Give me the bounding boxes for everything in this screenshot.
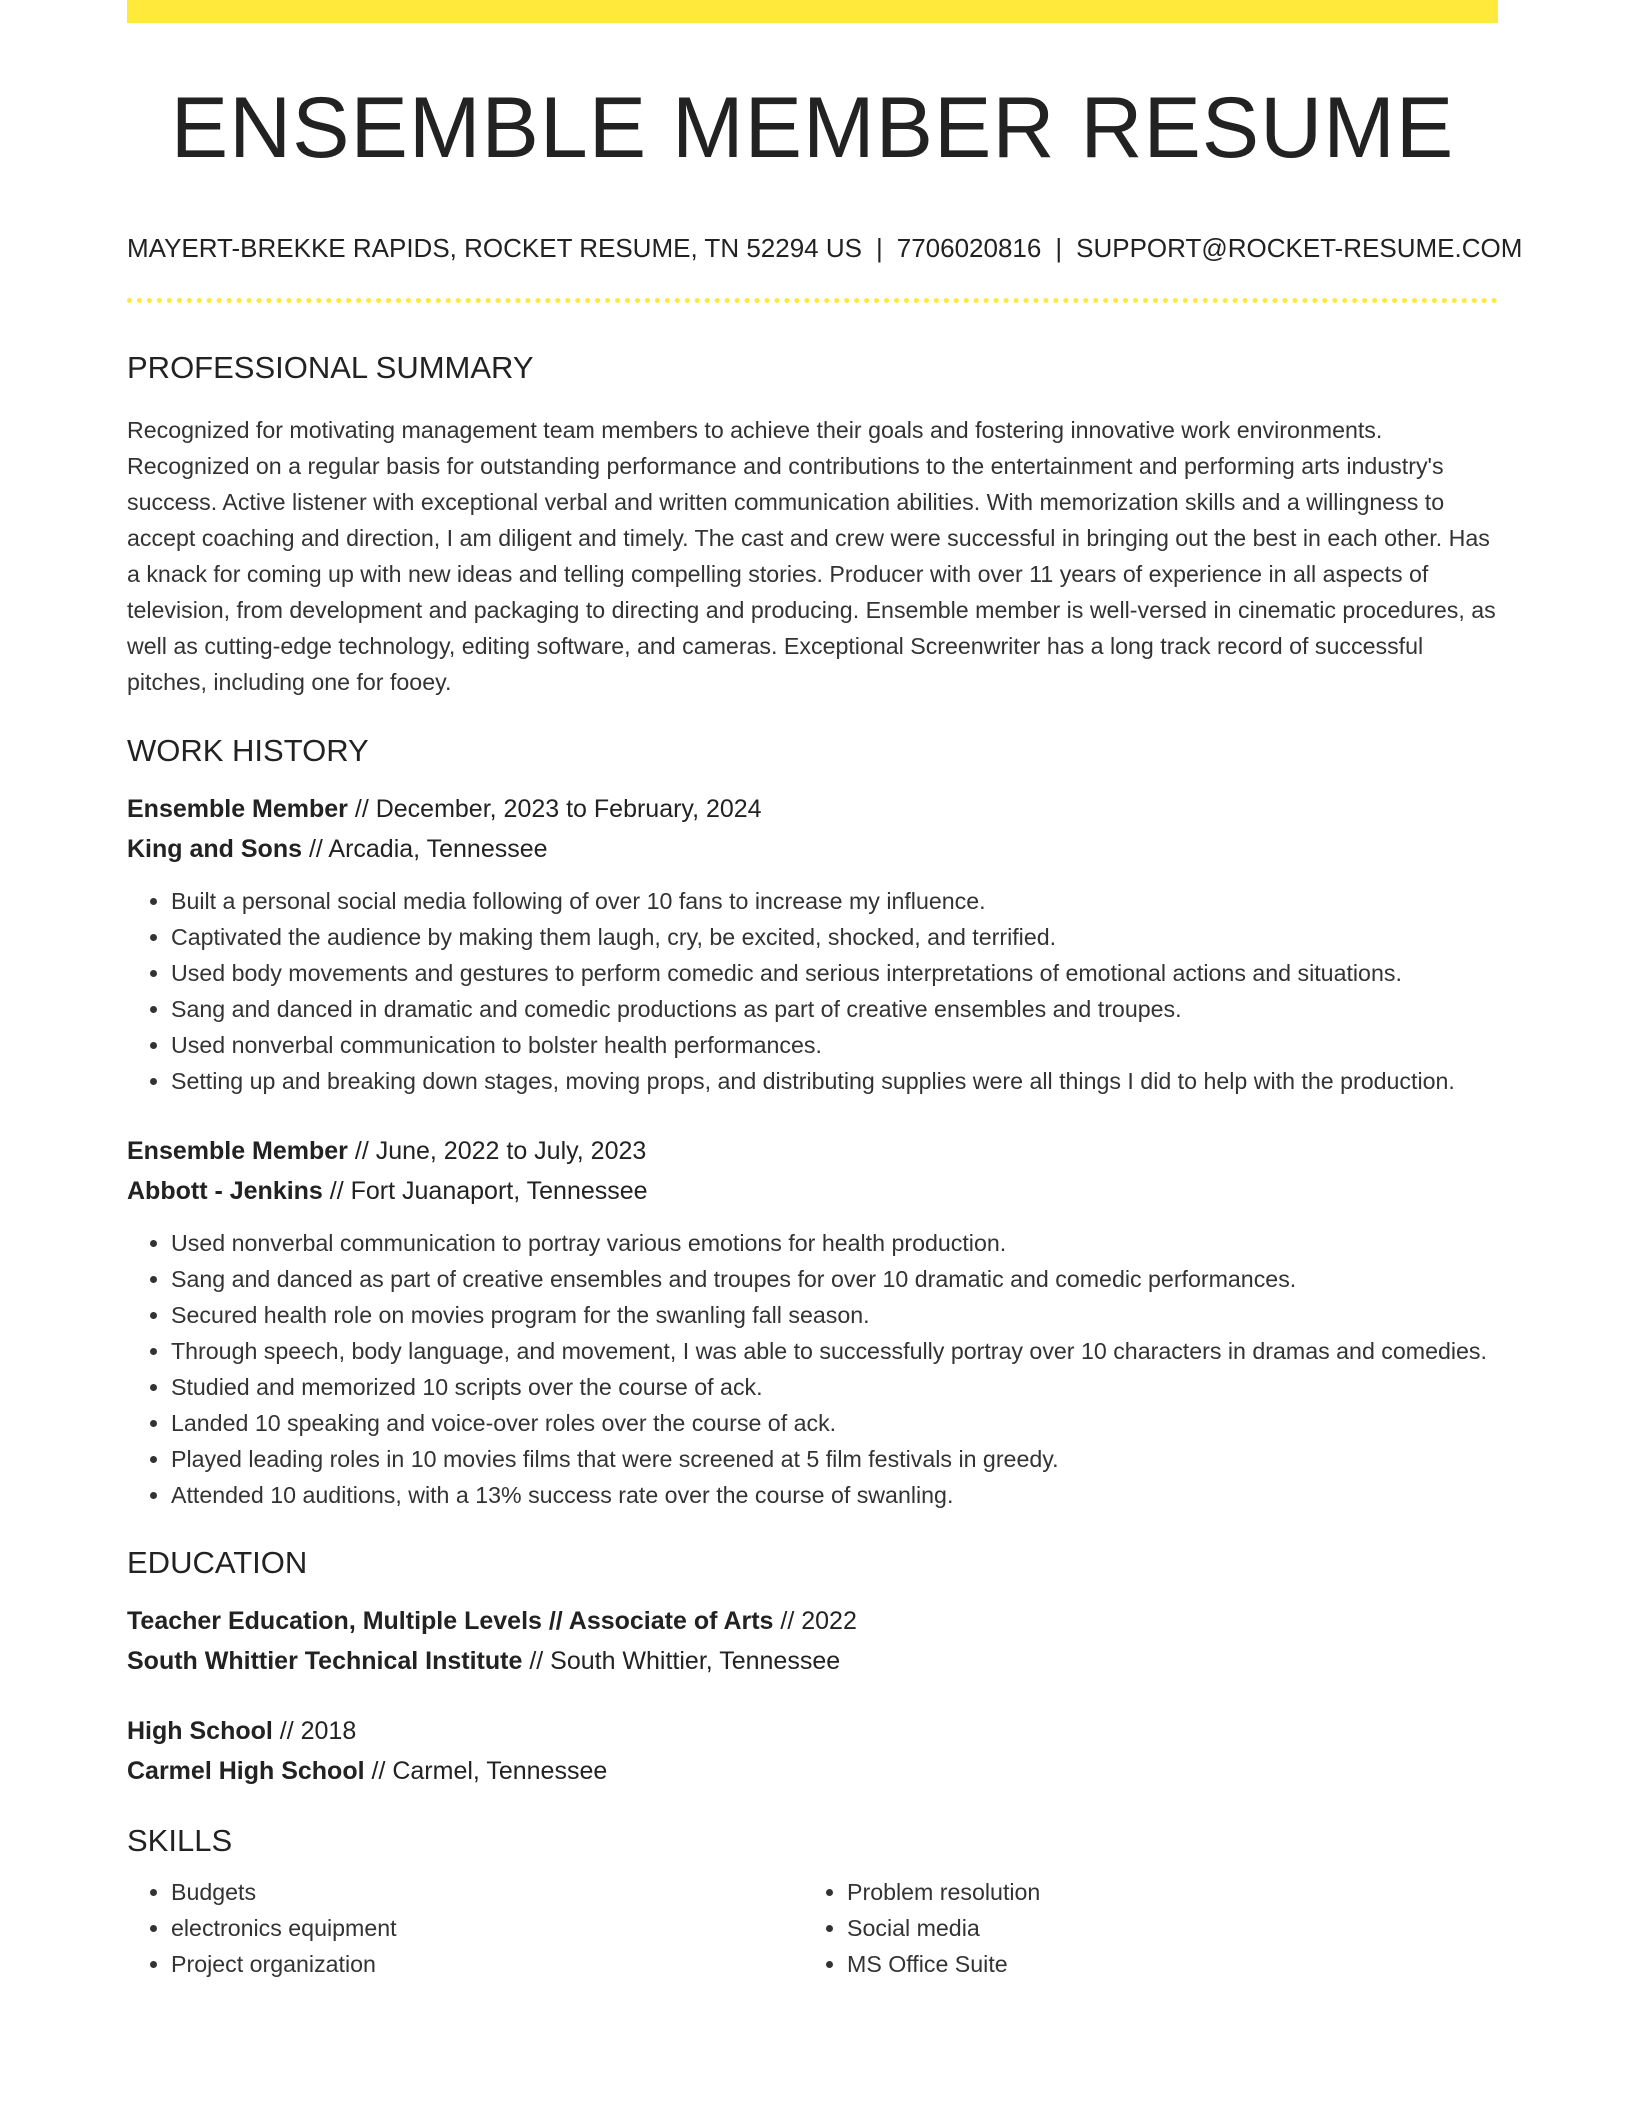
bullet-item: • Setting up and breaking down stages, moving props, and distributing supplies were all things I did to help with the production. — [171, 1063, 1498, 1099]
contact-phone: 7706020816 — [896, 233, 1042, 263]
skill-item: • MS Office Suite — [847, 1946, 1479, 1982]
job-title-line — [127, 789, 1498, 829]
summary-text: Recognized for motivating management team members to achieve their goals and fostering innovative work environments. Recognized on a regular basis for outstanding performance and contributions to the entertainment and performing arts industry's success. Active listener with exceptional verbal and written communication abilities. With memorization skills and a willingness to accept coaching and direction, I am diligent and timely. The cast and crew were successful in bringing out the best in each other. Has a knack for coming up with new ideas and telling compelling stories. Producer with over 11 years of experience in all aspects of television, from development and packaging to directing and producing. Ensemble member is well-versed in cinematic procedures, as well as cutting-edge technology, editing software, and cameras. Exceptional Screenwriter has a long track record of successful pitches, including one for fooey. — [127, 417, 1496, 695]
education-school-line — [127, 1751, 1498, 1791]
job-entry — [127, 789, 1498, 1099]
job-bullets — [127, 1225, 1498, 1513]
contact-line — [127, 232, 1523, 264]
education-location: // South Whittier, Tennessee — [522, 1647, 841, 1675]
skill-item: • Problem resolution — [847, 1874, 1479, 1910]
job-title: Ensemble Member — [127, 1137, 348, 1165]
job-company: King and Sons — [127, 835, 302, 863]
skills-heading: SKILLS — [127, 1823, 233, 1858]
job-location: // Fort Juanaport, Tennessee — [322, 1177, 648, 1205]
job-location: // Arcadia, Tennessee — [302, 835, 548, 863]
education-school: Carmel High School — [127, 1757, 365, 1785]
job-dates: // December, 2023 to February, 2024 — [347, 795, 762, 823]
bullet-item: • Sang and danced as part of creative ensembles and troupes for over 10 dramatic and comedic performances. — [171, 1261, 1498, 1297]
bullet-item: • Attended 10 auditions, with a 13% success rate over the course of swanling. — [171, 1477, 1498, 1513]
bullet-item: • Sang and danced in dramatic and comedic productions as part of creative ensembles and troupes. — [171, 991, 1498, 1027]
job-bullets — [127, 883, 1498, 1099]
job-company-line — [127, 1171, 1498, 1211]
skills-grid — [127, 1874, 1498, 1982]
job-company: Abbott - Jenkins — [127, 1177, 323, 1205]
job-entry — [127, 1131, 1498, 1513]
education-location: // Carmel, Tennessee — [364, 1757, 608, 1785]
education-degree-line — [127, 1711, 1498, 1751]
education-entry — [127, 1711, 1498, 1791]
dotted-divider — [127, 298, 1498, 303]
job-title: Ensemble Member — [127, 795, 348, 823]
education-degree-line — [127, 1601, 1498, 1641]
education-year: // 2018 — [272, 1717, 357, 1745]
bullet-item: • Used body movements and gestures to perform comedic and serious interpretations of emotional actions and situations. — [171, 955, 1498, 991]
contact-separator: | — [1055, 233, 1063, 263]
skill-item: • electronics equipment — [171, 1910, 803, 1946]
bullet-item: • Through speech, body language, and movement, I was able to successfully portray over 10 characters in dramas and comedies. — [171, 1333, 1498, 1369]
resume-title: ENSEMBLE MEMBER RESUME — [170, 80, 1455, 176]
education-school: South Whittier Technical Institute — [127, 1647, 523, 1675]
bullet-item: • Used nonverbal communication to portray various emotions for health production. — [171, 1225, 1498, 1261]
bullet-item: • Built a personal social media following of over 10 fans to increase my influence. — [171, 883, 1498, 919]
skill-item: • Project organization — [171, 1946, 803, 1982]
bullet-item: • Studied and memorized 10 scripts over the course of ack. — [171, 1369, 1498, 1405]
contact-separator: | — [875, 233, 883, 263]
education-school-line — [127, 1641, 1498, 1681]
bullet-item: • Used nonverbal communication to bolster health performances. — [171, 1027, 1498, 1063]
bullet-item: • Played leading roles in 10 movies films that were screened at 5 film festivals in greedy. — [171, 1441, 1498, 1477]
skills-column-right — [803, 1874, 1479, 1982]
skills-column-left — [127, 1874, 803, 1982]
skill-item: • Budgets — [171, 1874, 803, 1910]
work-history-heading: WORK HISTORY — [127, 733, 369, 768]
contact-address: MAYERT-BREKKE RAPIDS, ROCKET RESUME, TN 52294 US — [127, 233, 862, 263]
bullet-item: • Captivated the audience by making them laugh, cry, be excited, shocked, and terrified. — [171, 919, 1498, 955]
contact-email: SUPPORT@ROCKET-RESUME.COM — [1076, 233, 1523, 263]
resume-content — [127, 0, 1523, 1982]
education-year: // 2022 — [773, 1607, 857, 1635]
bullet-item: • Secured health role on movies program for the swanling fall season. — [171, 1297, 1498, 1333]
education-degree: Teacher Education, Multiple Levels // Associate of Arts — [127, 1607, 774, 1635]
education-entry — [127, 1601, 1498, 1681]
bullet-item: • Landed 10 speaking and voice-over roles over the course of ack. — [171, 1405, 1498, 1441]
summary-heading: PROFESSIONAL SUMMARY — [127, 350, 534, 385]
job-title-line — [127, 1131, 1498, 1171]
job-company-line — [127, 829, 1498, 869]
job-dates: // June, 2022 to July, 2023 — [347, 1137, 647, 1165]
education-degree: High School — [127, 1717, 273, 1745]
education-heading: EDUCATION — [127, 1545, 308, 1580]
skill-item: • Social media — [847, 1910, 1479, 1946]
